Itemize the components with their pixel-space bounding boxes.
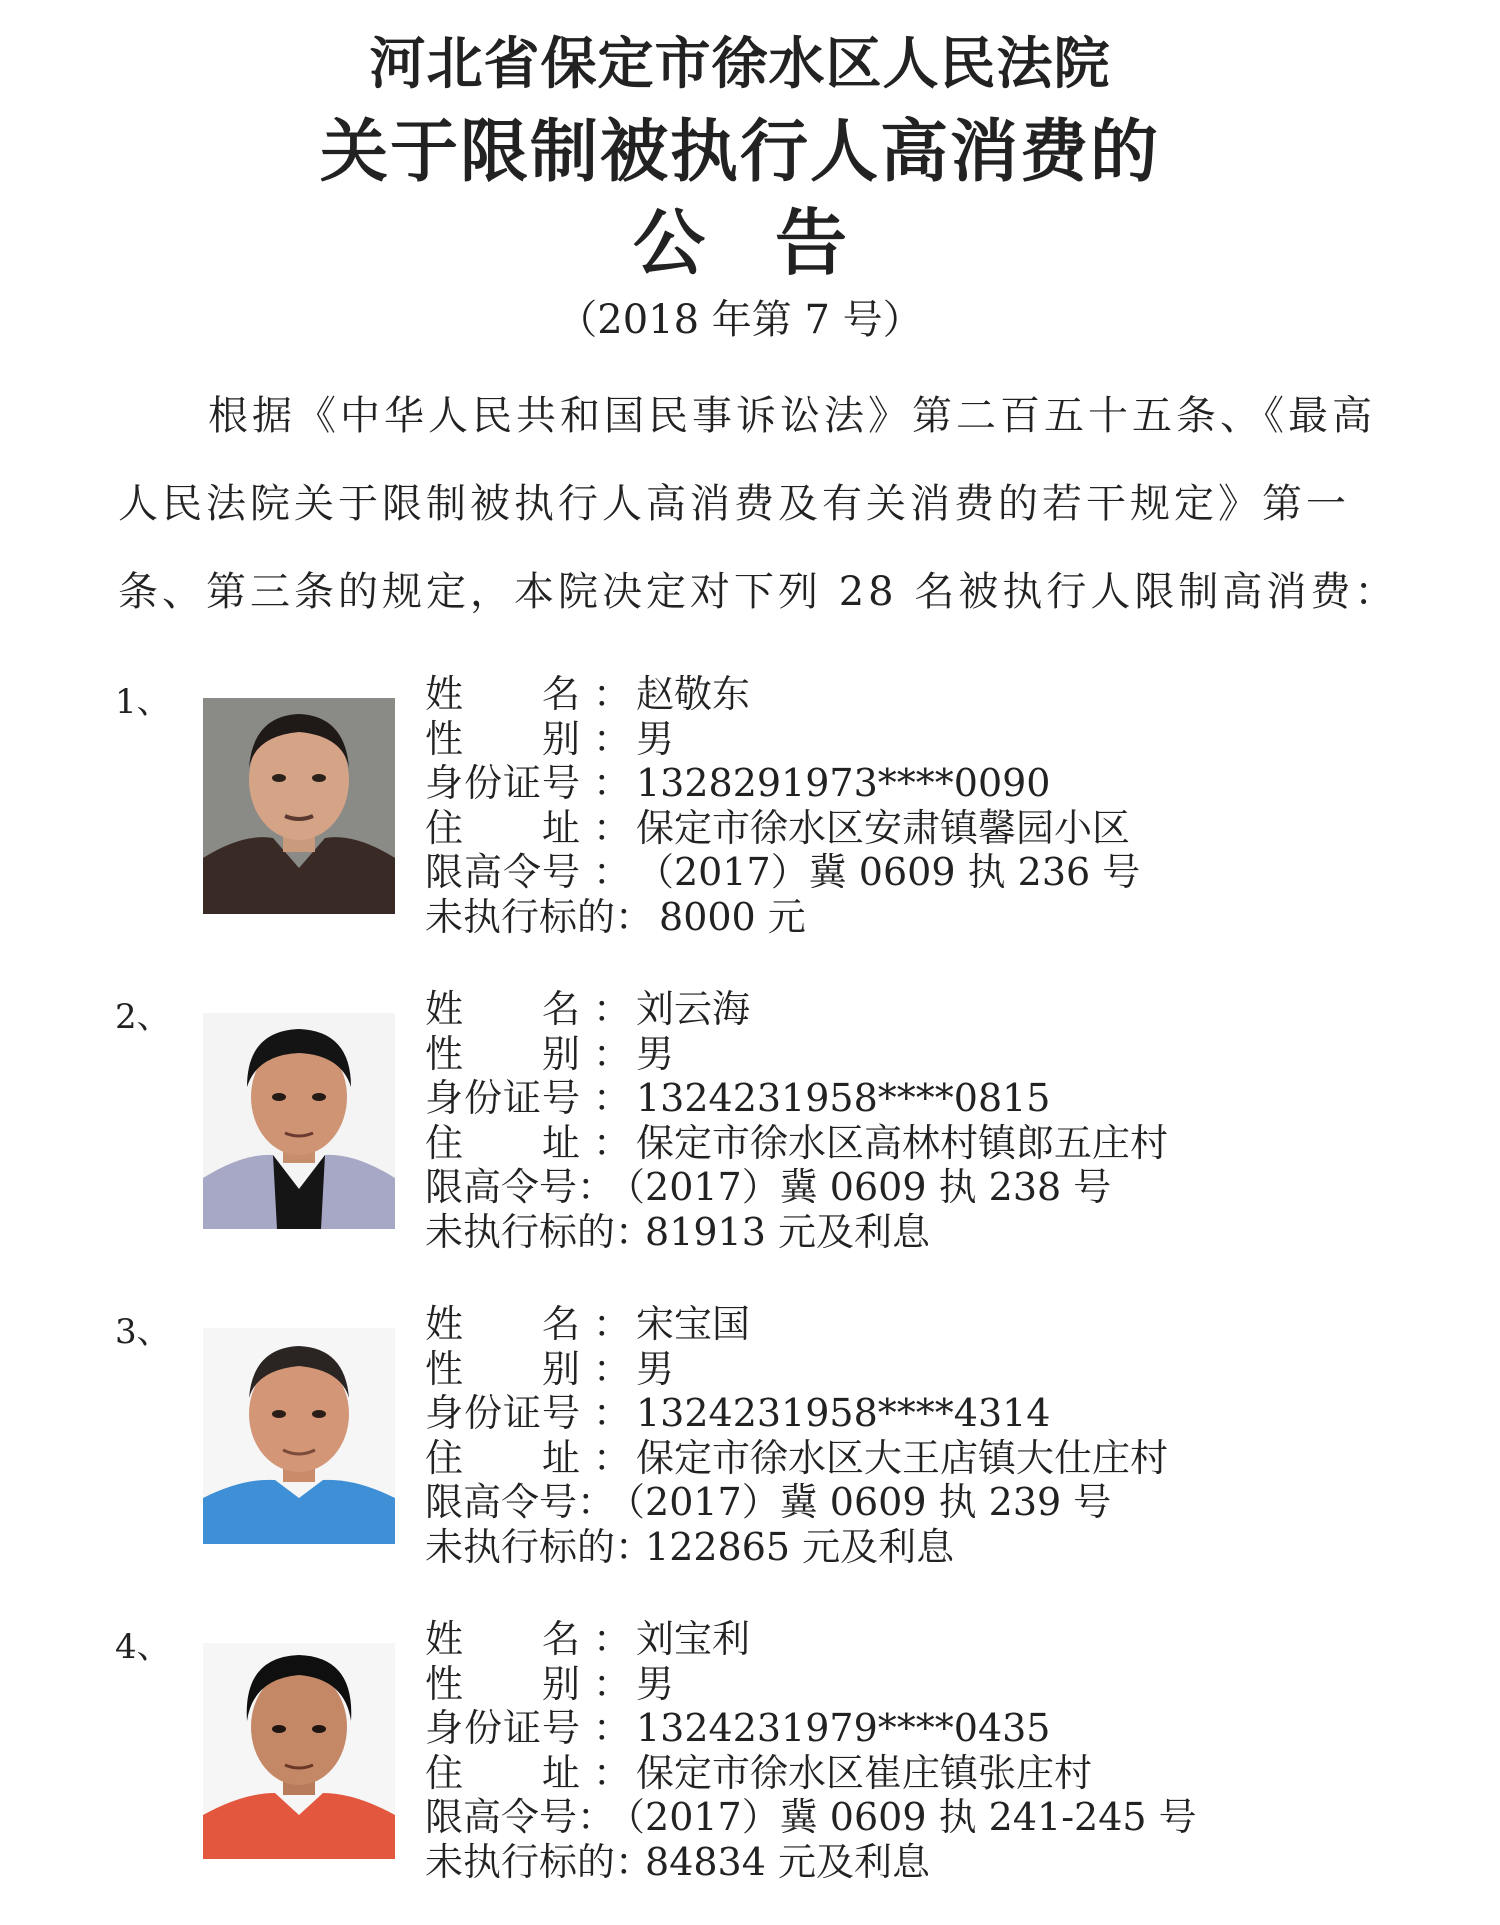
field-colon: ： [592,1120,631,1165]
field-colon: ： [592,1435,631,1480]
debtor-unexecuted-amount: 8000 元 [659,894,806,939]
field-gender-row [425,1662,1197,1707]
field-colon: ： [592,987,631,1031]
field-colon: ： [592,1617,631,1661]
field-colon: ： [577,1165,616,1209]
notice-subject-title: 关于限制被执行人高消费的 [319,113,1160,192]
debtor-entry [0,672,1500,980]
field-label: 未执行标的 [425,894,616,939]
field-colon: ： [592,1076,631,1120]
field-colon: ： [615,1839,654,1884]
field-label: 住址 [425,1120,580,1165]
debtor-name: 宋宝国 [636,1302,751,1346]
field-address-row [425,806,1140,851]
field-colon: ： [592,850,631,894]
field-colon: ： [592,1302,631,1346]
debtor-name: 刘云海 [636,987,751,1031]
debtor-order-number: （2017）冀 0609 执 241-245 号 [607,1795,1197,1839]
intro-line: 条、第三条的规定，本院决定对下列 28 名被执行人限制高消费： [118,569,1399,615]
debtor-order-number: （2017）冀 0609 执 236 号 [636,850,1141,894]
field-colon: ： [592,1706,631,1750]
intro-line: 人民法院关于限制被执行人高消费及有关消费的若干规定》第一 [118,481,1350,527]
entry-number: 1、 [115,682,171,722]
field-label: 性别 [425,1346,580,1391]
field-name-row [425,672,1140,717]
field-id-row [425,1706,1197,1751]
debtor-order-number: （2017）冀 0609 执 239 号 [607,1480,1112,1524]
field-label: 未执行标的 [425,1209,616,1254]
field-label: 身份证号 [425,761,580,805]
field-label: 限高令号 [425,850,580,894]
field-label: 未执行标的 [425,1524,616,1569]
field-colon: ： [592,1750,631,1795]
field-colon: ： [592,1391,631,1435]
field-label: 姓名 [425,987,580,1031]
notice-heading: 公告 [632,201,917,285]
debtor-photo [203,1013,395,1229]
field-label: 限高令号 [425,1795,578,1839]
field-colon: ： [592,672,631,716]
debtor-unexecuted-amount: 81913 元及利息 [645,1209,930,1254]
debtor-photo [203,698,395,914]
field-colon: ： [592,1031,631,1076]
debtor-entry [0,1302,1500,1610]
debtor-address: 保定市徐水区安肃镇馨园小区 [636,805,1131,850]
issue-number: （2018 年第 7 号） [557,297,923,343]
field-colon: ： [592,805,631,850]
field-gender-row [425,1347,1168,1392]
debtor-entry [0,1617,1500,1925]
debtor-id-number: 1324231979****0435 [636,1706,1051,1750]
field-amount-row [425,1840,1197,1885]
debtor-address: 保定市徐水区大王店镇大仕庄村 [636,1435,1169,1480]
field-name-row [425,987,1168,1032]
field-address-row [425,1121,1168,1166]
field-label: 性别 [425,1031,580,1076]
debtor-unexecuted-amount: 84834 元及利息 [645,1839,930,1884]
field-name-row [425,1302,1168,1347]
debtor-fields [425,672,1140,939]
intro-line: 根据《中华人民共和国民事诉讼法》第二百五十五条、《最高 [208,393,1376,439]
court-name-title: 河北省保定市徐水区人民法院 [369,32,1111,97]
field-colon: ： [615,1524,654,1569]
field-label: 限高令号 [425,1165,578,1209]
field-amount-row [425,1210,1168,1255]
field-label: 姓名 [425,1302,580,1346]
field-colon: ： [592,761,631,805]
field-label: 住址 [425,1435,580,1480]
field-label: 性别 [425,716,580,761]
field-name-row [425,1617,1197,1662]
debtor-address: 保定市徐水区高林村镇郎五庄村 [636,1120,1169,1165]
debtor-id-number: 1324231958****4314 [636,1391,1051,1435]
field-id-row [425,761,1140,806]
field-colon: ： [577,1795,616,1839]
intro-paragraph [118,372,1399,636]
debtor-name: 赵敬东 [636,672,751,716]
debtor-entry [0,987,1500,1295]
field-label: 住址 [425,805,580,850]
field-amount-row [425,895,1140,940]
field-label: 身份证号 [425,1706,580,1750]
field-order-row [425,1165,1168,1210]
field-colon: ： [615,1209,654,1254]
field-label: 姓名 [425,1617,580,1661]
field-label: 住址 [425,1750,580,1795]
debtor-name: 刘宝利 [636,1617,751,1661]
field-amount-row [425,1525,1168,1570]
debtor-gender: 男 [636,1346,675,1391]
field-label: 限高令号 [425,1480,578,1524]
field-colon: ： [577,1480,616,1524]
debtor-photo [203,1328,395,1544]
entry-number: 4、 [115,1627,171,1667]
field-label: 未执行标的 [425,1839,616,1884]
debtor-fields [425,987,1168,1254]
debtor-order-number: （2017）冀 0609 执 238 号 [607,1165,1112,1209]
field-label: 身份证号 [425,1391,580,1435]
debtor-gender: 男 [636,1661,675,1706]
entry-number: 2、 [115,997,171,1037]
field-order-row [425,1795,1197,1840]
debtor-fields [425,1302,1168,1569]
debtor-photo [203,1643,395,1859]
field-colon: ： [615,894,654,939]
field-id-row [425,1076,1168,1121]
field-colon: ： [592,1346,631,1391]
field-address-row [425,1751,1197,1796]
field-label: 身份证号 [425,1076,580,1120]
entry-number: 3、 [115,1312,171,1352]
field-address-row [425,1436,1168,1481]
field-colon: ： [592,716,631,761]
field-order-row [425,850,1140,895]
debtor-gender: 男 [636,1031,675,1076]
debtor-address: 保定市徐水区崔庄镇张庄村 [636,1750,1093,1795]
field-label: 姓名 [425,672,580,716]
debtor-unexecuted-amount: 122865 元及利息 [645,1524,955,1569]
debtor-id-number: 1328291973****0090 [636,761,1051,805]
debtor-fields [425,1617,1197,1884]
field-colon: ： [592,1661,631,1706]
debtor-gender: 男 [636,716,675,761]
debtor-id-number: 1324231958****0815 [636,1076,1051,1120]
field-id-row [425,1391,1168,1436]
field-gender-row [425,717,1140,762]
field-label: 性别 [425,1661,580,1706]
field-gender-row [425,1032,1168,1077]
field-order-row [425,1480,1168,1525]
